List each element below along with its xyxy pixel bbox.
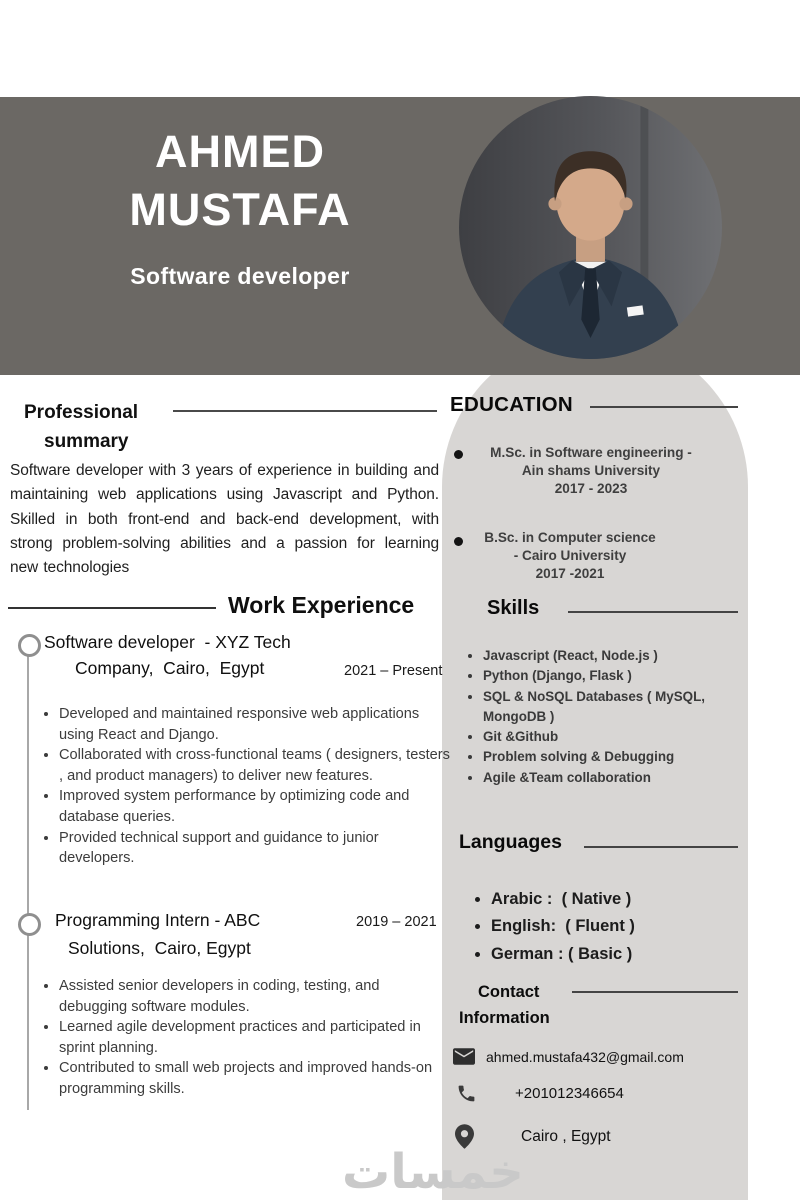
summary-heading-line2: summary xyxy=(44,431,129,452)
skills-rule xyxy=(568,611,738,613)
contact-email-row xyxy=(453,1048,684,1065)
job-2-period: 2019 – 2021 xyxy=(356,914,437,930)
last-name: MUSTAFA xyxy=(129,184,351,235)
job-1-title-line2: Company, Cairo, Egypt xyxy=(75,658,265,678)
summary-text: Software developer with 3 years of experience in building and maintaining web applications using Javascript and Python. Skilled in both front-end and back-end development, with strong problem-solving abilities and a passion for learning new technologies xyxy=(10,462,439,577)
name-block xyxy=(95,123,385,290)
skill-item: • Javascript (React, Node.js ) xyxy=(483,646,751,666)
portrait-illustration xyxy=(459,96,722,359)
education-1-degree: M.Sc. in Software engineering - xyxy=(490,445,692,460)
education-1-university: Ain shams University xyxy=(521,463,661,478)
contact-phone: +201012346654 xyxy=(515,1085,624,1102)
contact-email: ahmed.mustafa432@gmail.com xyxy=(486,1048,684,1065)
skill-item: • SQL & NoSQL Databases ( MySQL, MongoDB ) xyxy=(483,687,751,728)
job-bullet: • Developed and maintained responsive web applications using React and Django. xyxy=(59,704,457,745)
languages-rule xyxy=(584,846,738,848)
job-bullet: • Learned agile development practices and participated in sprint planning. xyxy=(59,1017,451,1058)
job-2-title-line1: Programming Intern - ABC xyxy=(55,910,261,930)
header-job-title: Software developer xyxy=(130,263,350,289)
contact-heading-line1: Contact xyxy=(478,983,540,1001)
education-2-degree: B.Sc. in Computer science xyxy=(484,530,656,545)
job-2-bullets xyxy=(42,976,451,1100)
job-bullet: • Contributed to small web projects and improved hands-on programming skills. xyxy=(59,1058,451,1099)
job-1-title xyxy=(44,629,291,681)
languages-heading: Languages xyxy=(459,831,562,853)
profile-photo xyxy=(459,96,722,359)
job-bullet: • Collaborated with cross-functional teams ( designers, testers , and product managers) to deliver new features. xyxy=(59,745,457,786)
work-heading-rule xyxy=(8,607,216,609)
contact-location: Cairo , Egypt xyxy=(521,1127,611,1145)
job-1-title-line1: Software developer - XYZ Tech xyxy=(44,632,291,652)
education-item-1 xyxy=(477,444,705,498)
education-item-2 xyxy=(460,529,680,583)
skill-item: • Git &Github xyxy=(483,727,751,747)
first-name: AHMED xyxy=(155,126,325,177)
timeline-marker-2 xyxy=(18,913,41,936)
phone-icon xyxy=(456,1083,477,1104)
education-bullet-dot xyxy=(454,450,463,459)
education-1-years: 2017 - 2023 xyxy=(554,481,628,496)
summary-heading xyxy=(24,398,138,456)
skills-heading: Skills xyxy=(487,597,540,619)
education-2-years: 2017 -2021 xyxy=(535,566,605,581)
skill-item: • Python (Django, Flask ) xyxy=(483,666,751,686)
job-bullet: • Provided technical support and guidance to junior developers. xyxy=(59,828,457,869)
summary-rule xyxy=(173,410,437,412)
contact-rule xyxy=(572,991,738,993)
contact-heading-line2: Information xyxy=(459,1009,550,1027)
watermark: خمسات xyxy=(342,1146,524,1199)
contact-heading xyxy=(459,979,550,1031)
summary-heading-line1: Professional xyxy=(24,402,139,423)
language-item: • German : ( Basic ) xyxy=(491,941,741,968)
skill-item: • Problem solving & Debugging xyxy=(483,747,751,767)
contact-phone-row xyxy=(456,1083,624,1104)
job-1-bullets xyxy=(42,704,457,869)
timeline-marker-1 xyxy=(18,634,41,657)
skills-list xyxy=(467,646,751,788)
job-2-title-line2: Solutions, Cairo, Egypt xyxy=(68,938,251,958)
job-1-period: 2021 – Present xyxy=(344,663,443,679)
job-bullet: • Assisted senior developers in coding, testing, and debugging software modules. xyxy=(59,976,451,1017)
timeline-line xyxy=(27,644,29,1110)
language-item: • English: ( Fluent ) xyxy=(491,913,741,940)
job-bullet: • Improved system performance by optimizing code and database queries. xyxy=(59,786,457,827)
envelope-icon xyxy=(453,1048,475,1065)
language-item: • Arabic : ( Native ) xyxy=(491,886,741,913)
skill-item: • Agile &Team collaboration xyxy=(483,768,751,788)
work-heading: Work Experience xyxy=(228,592,415,618)
education-heading: EDUCATION xyxy=(450,393,574,416)
job-2-title xyxy=(55,906,260,962)
languages-list xyxy=(474,886,741,968)
education-2-university: - Cairo University xyxy=(513,548,627,563)
education-rule xyxy=(590,406,738,408)
